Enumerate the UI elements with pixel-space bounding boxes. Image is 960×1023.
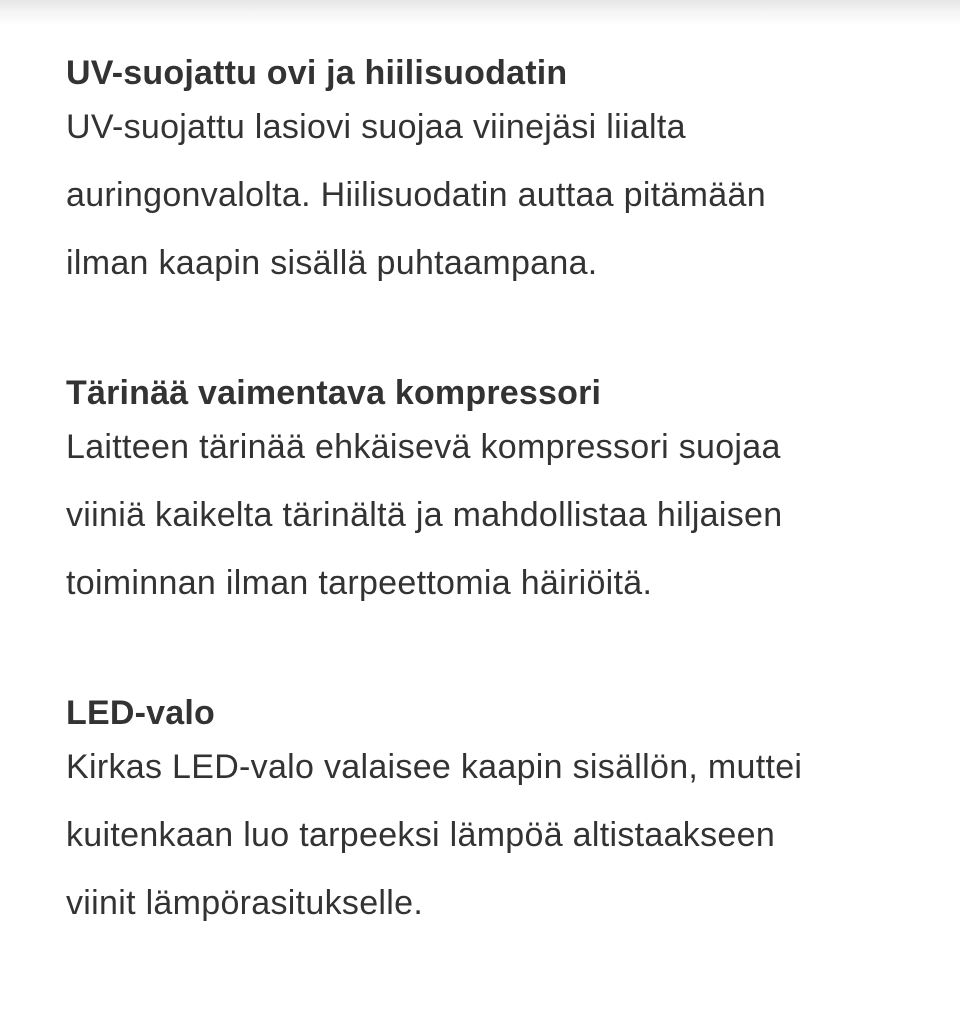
description-line: UV-suojattu lasiovi suojaa viinejäsi liialta [66, 108, 686, 146]
feature-description [66, 733, 936, 937]
description-line: Laitteen tärinää ehkäisevä kompressori suojaa [66, 428, 781, 466]
feature-list [66, 46, 936, 1006]
description-line: toiminnan ilman tarpeettomia häiriöitä. [66, 564, 653, 602]
description-line: Kirkas LED-valo valaisee kaapin sisällön, muttei [66, 748, 803, 786]
description-line: viinit lämpörasitukselle. [66, 884, 424, 922]
description-line: auringonvalolta. Hiilisuodatin auttaa pitämään [66, 176, 766, 214]
description-line: ilman kaapin sisällä puhtaampana. [66, 244, 598, 282]
description-line: kuitenkaan luo tarpeeksi lämpöä altistaakseen [66, 816, 776, 854]
feature-led-light [66, 686, 936, 937]
description-line: viiniä kaikelta tärinältä ja mahdollistaa hiljaisen [66, 496, 783, 534]
feature-title: UV-suojattu ovi ja hiilisuodatin [66, 54, 568, 92]
header-shadow [0, 0, 960, 26]
feature-title: Tärinää vaimentava kompressori [66, 374, 602, 412]
feature-title: LED-valo [66, 694, 215, 732]
feature-description [66, 93, 936, 297]
feature-uv-door [66, 46, 936, 297]
feature-description [66, 413, 936, 617]
feature-compressor [66, 366, 936, 617]
